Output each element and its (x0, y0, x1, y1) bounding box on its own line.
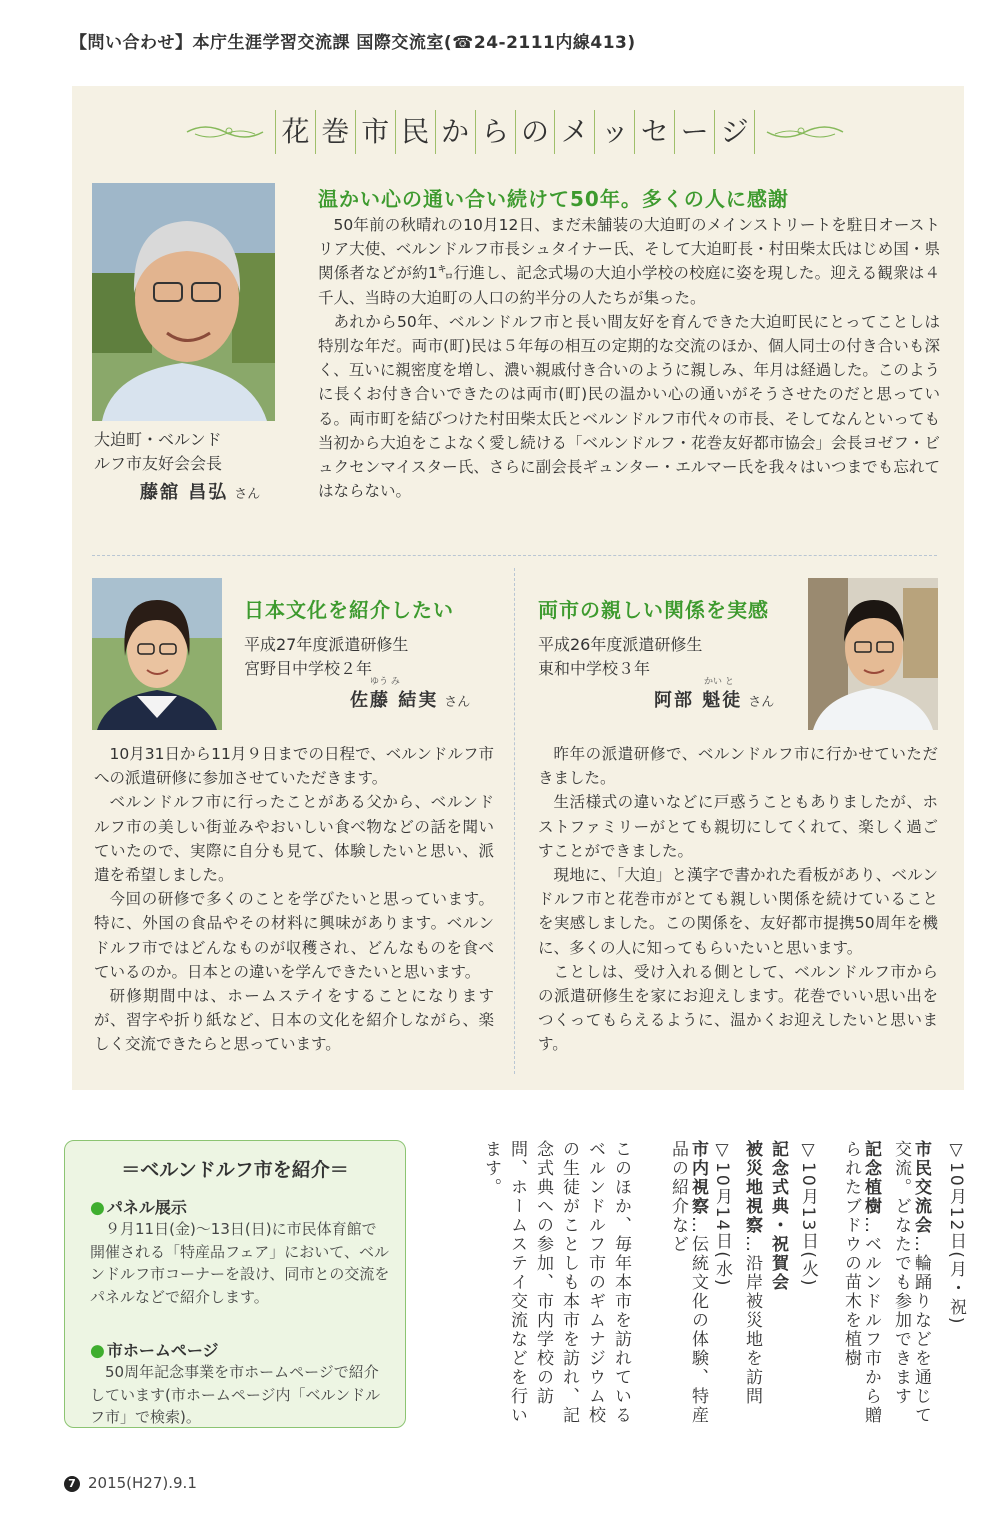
sato-ruby: ゆう み (370, 677, 400, 687)
caption-line-1: 平成27年度派遣研修生 (244, 635, 409, 654)
schedule-item-body: …ベルンドルフ市から贈られたブドウの苗木を植樹 (841, 1140, 881, 1425)
title-char: ジ (714, 110, 755, 154)
abe-paragraph: 昨年の派遣研修で、ベルンドルフ市に行かせていただきました。 (538, 745, 938, 788)
sato-paragraph: 今回の研修で多くのことを学びたいと思っています。特に、外国の食品やその材料に興味があります。ベルンドルフ市ではどんなものが収穫され、どんなものを食べているのか。日本との違いを学んできたいと思います。 (94, 890, 494, 981)
abe-paragraph: ことしは、受け入れる側として、ベルンドルフ市からの派遣研修生を家にお迎えします。花巻でいい思い出をつくってもらえるように、温かくお迎えしたいと思います。 (538, 962, 938, 1054)
main-paragraph: 50年前の秋晴れの10月12日、まだ未舗装の大迫町のメインストリートを駐日オーストリア大使、ベルンドルフ市長シュタイナー氏、そして大迫町長・村田柴太氏はじめ国・県関係者などが約1㌔行進し、記念式場の大迫小学校の校庭に姿を現した。迎える観衆は４千人、当時の大迫町の人口の約半分の人たちが集った。 (318, 216, 940, 307)
bullet-dot-icon: ● (90, 1198, 105, 1218)
caption-line-1: 大迫町・ベルンド (94, 430, 222, 449)
caption-line-2: 東和中学校３年 (538, 659, 651, 678)
inquiry-line: 【問い合わせ】本庁生涯学習交流課 国際交流室(☎24-2111内線413) (70, 33, 636, 53)
title-char: か (435, 110, 475, 154)
schedule-item-2 (831, 1140, 881, 1440)
section-title (185, 110, 845, 154)
schedule-item-1 (881, 1140, 931, 1440)
schedule-item-head: 記念式典・祝賀会 (768, 1140, 788, 1292)
homepage-head-text: 市ホームページ (106, 1341, 219, 1360)
intro-title: ＝ベルンドルフ市を紹介＝ (121, 1159, 349, 1181)
panel-head-text: パネル展示 (106, 1198, 187, 1217)
bullet-dot-icon: ● (90, 1341, 105, 1361)
main-headline: 温かい心の通い合い続けて50年。多くの人に感謝 (318, 187, 789, 211)
panel-exhibit-section (90, 1195, 390, 1308)
panel-exhibit-heading (90, 1195, 390, 1218)
homepage-heading (90, 1338, 390, 1361)
caption-line-1: 平成26年度派遣研修生 (538, 635, 703, 654)
section-title-text (275, 110, 755, 154)
schedule-item-body: …輪踊りなどを通じて交流。どなたでも参加できます (891, 1140, 931, 1425)
vertical-divider (514, 568, 515, 1074)
sato-article-body (94, 742, 494, 1057)
schedule-item-body: …沿岸被災地を訪問 (742, 1235, 762, 1406)
sato-name (350, 686, 470, 712)
schedule-item-head: 記念植樹 (861, 1140, 881, 1216)
schedule-date-1: ▽10月12日(月・祝) (946, 1140, 966, 1326)
title-char: 巻 (315, 110, 355, 154)
issue-date: 2015(H27).9.1 (88, 1474, 197, 1492)
right-flourish-ornament (765, 122, 845, 142)
fujidate-caption (94, 428, 222, 476)
abe-ruby: かい と (704, 677, 734, 687)
fujidate-photo (92, 183, 275, 421)
abe-article-body (538, 742, 938, 1057)
title-char: ら (475, 110, 515, 154)
abe-paragraph: 生活様式の違いなどに戸惑うこともありましたが、ホストファミリーがとても親切にしてくれて、楽しく過ごすことができました。 (538, 793, 938, 860)
left-flourish-ornament (185, 122, 265, 142)
sato-paragraph: ベルンドルフ市に行ったことがある父から、ベルンドルフ市の美しい街並みやおいしい食べ物などの話を聞いていたので、実際に自分も見て、体験したいと思い、派遣を希望しました。 (94, 793, 494, 885)
caption-line-2: ルフ市友好会会長 (94, 454, 223, 473)
abe-photo (808, 578, 938, 730)
person-name: 阿部 魁徒 (654, 690, 743, 711)
panel-exhibit-body: ９月11日(金)～13日(日)に市民体育館で開催される「特産品フェア」において、ベルンドルフ市コーナーを設け、同市との交流をパネルなどで紹介します。 (90, 1220, 390, 1306)
page-number-badge: 7 (64, 1476, 80, 1492)
schedule-item-4 (738, 1140, 762, 1440)
schedule-date-3: ▽10月14日(水) (712, 1140, 732, 1288)
caption-line-2: 宮野目中学校２年 (244, 659, 373, 678)
sato-headline: 日本文化を紹介したい (244, 598, 454, 622)
abe-caption (538, 633, 702, 681)
main-paragraph: あれから50年、ベルンドルフ市と長い間友好を育んできた大迫町民にとってことしは特別な年だ。両市(町)民は５年毎の相互の定期的な交流のほか、個人同士の付き合いも深く、互いに親密度を増し、濃い親戚付き合いのように親しみ、年月は経過した。このように長くお付き合いできたのは両市(町)民の温かい心の通いがそうさせたのだと思っている。両市町を結びつけた村田柴太氏とベルンドルフ市代々の市長、そしてなんといっても当初から大迫をこよなく愛し続ける「ベルンドルフ・花巻友好都市協会」会長ヨゼフ・ビュクセンマイスター氏、さらに副会長ギュンター・エルマー氏を我々はいつまでも忘れてはならない。 (318, 312, 940, 501)
schedule-item-3 (764, 1140, 788, 1440)
schedule-note: このほか、毎年本市を訪れているベルンドルフ市のギムナジウム校の生徒がことしも本市を訪れ、記念式典への参加、市内学校の訪問、ホームステイ交流などを行います。 (481, 1140, 631, 1425)
title-char: の (515, 110, 555, 154)
schedule-item-head: 市民交流会 (911, 1140, 931, 1235)
honorific: さん (234, 487, 261, 502)
schedule-item-body: …伝統文化の体験、特産品の紹介など (668, 1140, 708, 1425)
homepage-body: 50周年記念事業を市ホームページで紹介しています(市ホームページ内「ベルンドルフ市」で検索)。 (90, 1363, 381, 1426)
honorific: さん (444, 695, 471, 710)
horizontal-divider (92, 555, 937, 556)
abe-paragraph: 現地に、「大迫」と漢字で書かれた看板があり、ベルンドルフ市と花巻市がとても親しい関係を続けていることを実感しました。この関係を、友好都市提携50周年を機に、多くの人に知ってもらいたいと思います。 (538, 866, 938, 957)
schedule-item-head: 被災地視察 (742, 1140, 762, 1235)
title-char: セ (634, 110, 674, 154)
title-char: ッ (594, 110, 634, 154)
honorific: さん (748, 695, 775, 710)
title-char: 市 (355, 110, 395, 154)
fujidate-name (140, 478, 260, 504)
schedule-item-head: 市内視察 (688, 1140, 708, 1216)
person-name: 藤舘 昌弘 (140, 482, 229, 503)
person-name: 佐藤 結実 (350, 690, 439, 711)
sato-photo (92, 578, 222, 730)
title-char: メ (554, 110, 594, 154)
title-char: ー (674, 110, 714, 154)
sato-paragraph: 10月31日から11月９日までの日程で、ベルンドルフ市への派遣研修に参加させていただきます。 (94, 745, 494, 788)
schedule-item-5 (658, 1140, 708, 1440)
homepage-section (90, 1338, 390, 1429)
title-char: 民 (395, 110, 435, 154)
abe-name (654, 686, 774, 712)
abe-headline: 両市の親しい関係を実感 (538, 598, 769, 622)
title-char: 花 (275, 110, 315, 154)
schedule-date-2: ▽10月13日(火) (798, 1140, 818, 1288)
main-article-body (318, 213, 940, 503)
sato-paragraph: 研修期間中は、ホームステイをすることになりますが、習字や折り紙など、日本の文化を紹介しながら、楽しく交流できたらと思っています。 (94, 987, 494, 1054)
